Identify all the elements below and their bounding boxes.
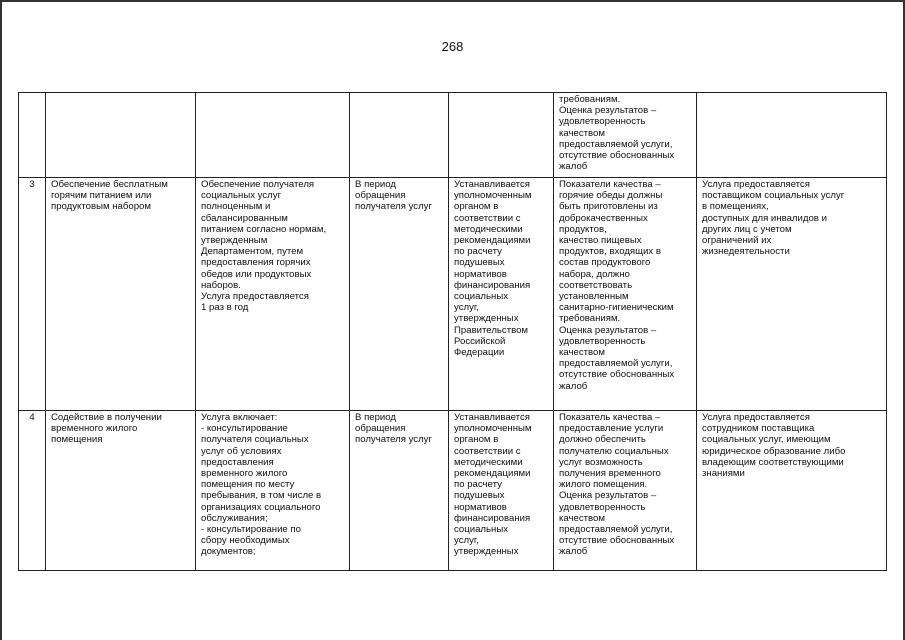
service-quality: Показатель качества – предоставление услуги должно обеспечить получателю социальных услуг возможность получения временного жилого помещения. Оценка результатов – удовлетворенность качеством предоставляемой услуги, отсутствие обоснованных жалоб <box>554 411 697 571</box>
service-period: В период обращения получателя услуг <box>350 411 449 571</box>
service-name <box>46 93 196 178</box>
service-conditions <box>697 93 887 178</box>
page-number: 268 <box>441 39 464 54</box>
service-period <box>350 93 449 178</box>
table-row <box>19 93 887 178</box>
service-cost: Устанавливается уполномоченным органом в соответствии с методическими рекомендациями по расчету подушевых нормативов финансирования социальных услуг, утвержденных <box>449 411 554 571</box>
service-cost: Устанавливается уполномоченным органом в соответствии с методическими рекомендациями по расчету подушевых нормативов финансирования социальных услуг, утвержденных Правительством Российской Федерации <box>449 178 554 411</box>
service-period: В период обращения получателя услуг <box>350 178 449 411</box>
service-conditions: Услуга предоставляется сотрудником поставщика социальных услуг, имеющим юридическое образование либо владеющим соответствующими знаниями <box>697 411 887 571</box>
table-row <box>19 411 887 571</box>
row-number: 4 <box>19 411 46 571</box>
service-name: Обеспечение бесплатным горячим питанием или продуктовым набором <box>46 178 196 411</box>
service-quality: требованиям. Оценка результатов – удовлетворенность качеством предоставляемой услуги, отсутствие обоснованных жалоб <box>554 93 697 178</box>
row-number <box>19 93 46 178</box>
service-quality: Показатели качества – горячие обеды должны быть приготовлены из доброкачественных продуктов, качество пищевых продуктов, входящих в состав продуктового набора, должно соответствовать установленным санитарно-гигиеническим требованиям. Оценка результатов – удовлетворенность качеством предоставляемой услуги, отсутствие обоснованных жалоб <box>554 178 697 411</box>
service-description: Обеспечение получателя социальных услуг полноценным и сбалансированным питанием согласно нормам, утвержденным Департаментом, путем предоставления горячих обедов или продуктовых наборов. Услуга предоставляется 1 раз в год <box>196 178 350 411</box>
service-conditions: Услуга предоставляется поставщиком социальных услуг в помещениях, доступных для инвалидов и других лиц с учетом ограничений их жизнедеятельности <box>697 178 887 411</box>
service-description <box>196 93 350 178</box>
service-name: Содействие в получении временного жилого помещения <box>46 411 196 571</box>
page-left-edge <box>0 0 2 640</box>
service-cost <box>449 93 554 178</box>
page-top-edge <box>0 0 905 2</box>
service-description: Услуга включает: - консультирование получателя социальных услуг об условиях предоставления временного жилого помещения по месту пребывания, в том числе в организациях социального обслуживания; - консультирование по сбору необходимых документов; <box>196 411 350 571</box>
table-row <box>19 178 887 411</box>
services-table <box>18 92 887 571</box>
row-number: 3 <box>19 178 46 411</box>
